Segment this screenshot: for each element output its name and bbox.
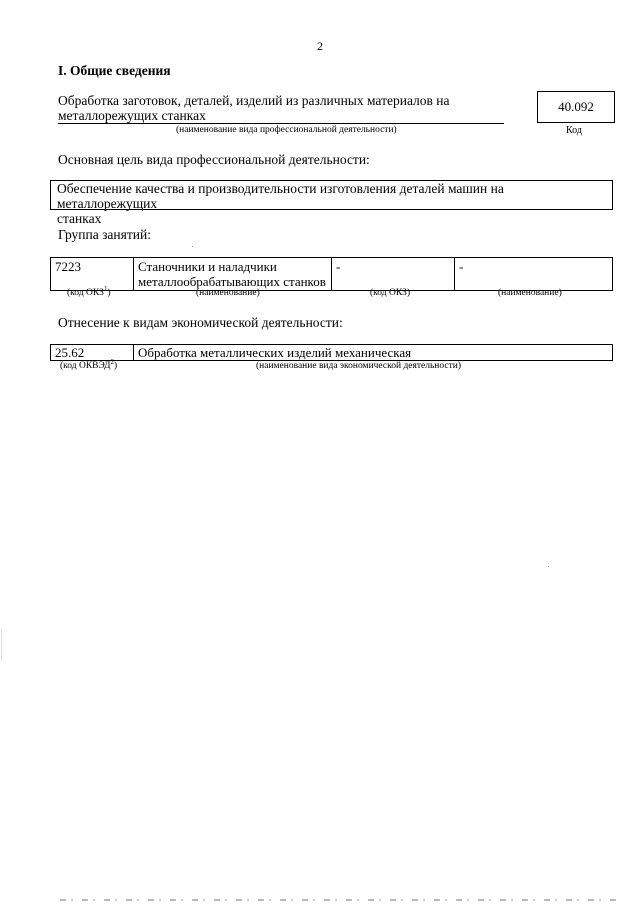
scan-speck: [548, 566, 549, 567]
table-row: [51, 258, 613, 291]
page-number: 2: [317, 39, 323, 53]
goal-box: [50, 180, 613, 226]
occupation-name2-cell: -: [455, 258, 613, 291]
scan-speck: [192, 246, 193, 247]
occupation-name-cell: [134, 258, 332, 291]
goal-line2: станках: [57, 211, 102, 226]
occupation-name2-caption: (наименование): [498, 288, 562, 298]
activity-name-line1: Обработка заготовок, деталей, изделий из различных материалов на: [58, 93, 450, 108]
activity-name-line2: металлорежущих станках: [58, 108, 206, 123]
activity-name: [58, 93, 508, 123]
okved-code-caption: (код ОКВЭД$^2$): [60, 357, 118, 371]
goal-label: Основная цель вида профессиональной деятельности:: [58, 152, 370, 167]
okz-code2-cell: -: [332, 258, 455, 291]
section-title: I. Общие сведения: [58, 63, 171, 78]
occupation-group-table: [50, 257, 613, 291]
table-row: [51, 345, 613, 361]
economic-activity-label: Отнесение к видам экономической деятельности:: [58, 315, 343, 330]
okved-name-cell: Обработка металлических изделий механическая: [134, 345, 613, 361]
okz-code-cell: 7223: [51, 258, 134, 291]
activity-caption: (наименование вида профессиональной деятельности): [176, 125, 397, 135]
occupation-group-label: Группа занятий:: [58, 227, 151, 242]
occupation-name-line1: Станочники и наладчики: [138, 259, 277, 274]
activity-underline: [58, 123, 504, 124]
okved-code-cell: 25.62: [51, 345, 134, 361]
goal-line1: Обеспечение качества и производительности изготовления деталей машин на металлорежущих: [57, 181, 504, 211]
economic-activity-table: [50, 344, 613, 361]
activity-code-caption: Код: [566, 125, 582, 136]
okved-name-caption: (наименование вида экономической деятельности): [256, 361, 461, 371]
occupation-name-caption: (наименование): [196, 288, 260, 298]
okz-code-caption: (код ОКЗ$^1$): [67, 284, 111, 298]
scan-edge: [1, 630, 2, 660]
activity-code-box: 40.092: [537, 91, 615, 123]
occupation-name-line2: металлообрабатывающих станков: [138, 274, 326, 289]
scan-bottom-noise: [60, 899, 620, 901]
okz-code2-caption: (код ОКЗ): [370, 288, 411, 298]
